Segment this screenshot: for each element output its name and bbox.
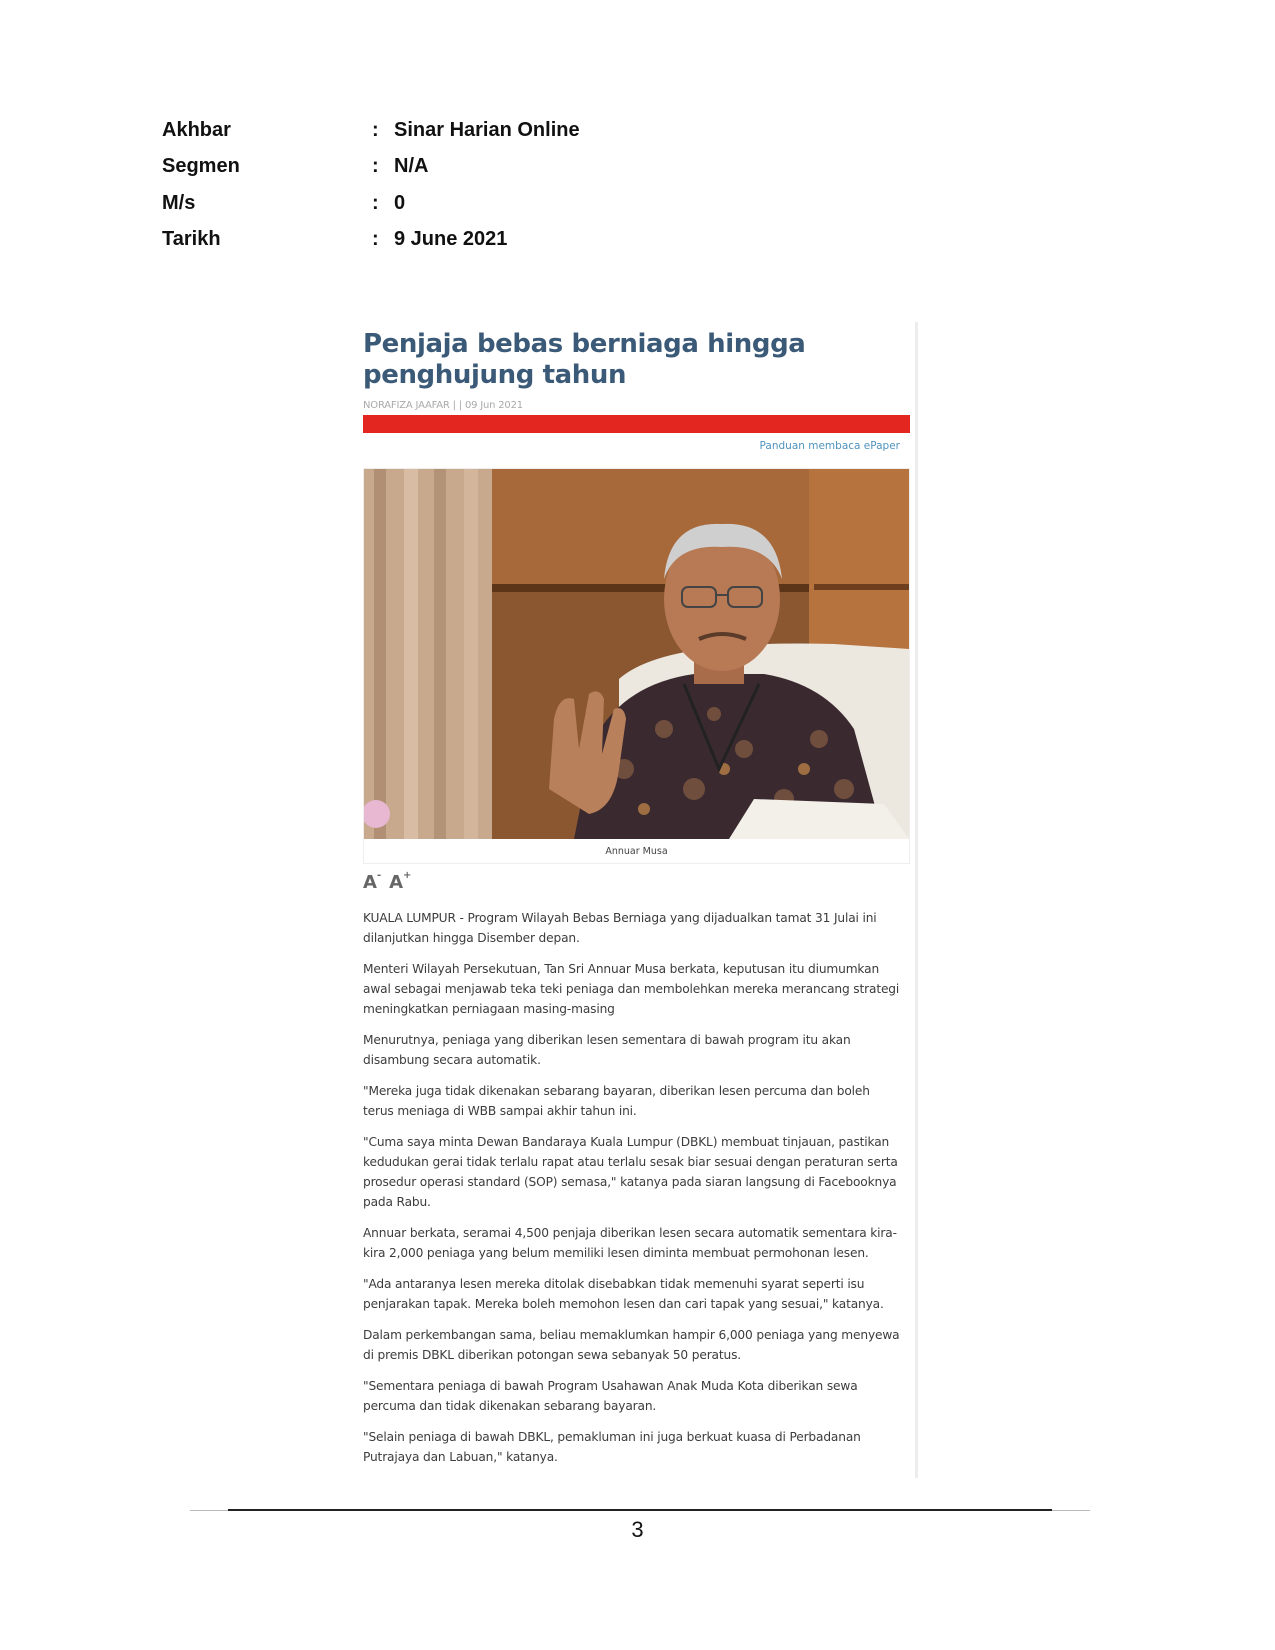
article-paragraph: "Mereka juga tidak dikenakan sebarang bayaran, diberikan lesen percuma dan boleh terus meniaga di WBB sampai akhir tahun ini. xyxy=(363,1084,870,1118)
clipping-metadata xyxy=(162,112,580,258)
article-byline: NORAFIZA JAAFAR | | 09 Jun 2021 xyxy=(363,400,523,411)
meta-row-segmen xyxy=(162,149,580,186)
font-decrease-label: A xyxy=(363,872,377,893)
meta-row-akhbar xyxy=(162,112,580,149)
article-paragraph: Menteri Wilayah Persekutuan, Tan Sri Annuar Musa berkata, keputusan itu diumumkan awal sebagai menjawab teka teki peniaga dan membolehkan mereka merancang strategi meningkatkan perniagaan masing-masing xyxy=(363,962,900,1016)
font-increase-sign: + xyxy=(403,870,412,881)
epaper-guide-link[interactable]: Panduan membaca ePaper xyxy=(759,440,900,452)
font-decrease-sign: - xyxy=(376,870,382,881)
article-photo-frame xyxy=(363,468,910,864)
meta-value: 9 June 2021 xyxy=(394,228,508,251)
article-paragraph: "Ada antaranya lesen mereka ditolak disebabkan tidak memenuhi syarat seperti isu penjarakan tapak. Mereka boleh memohon lesen dan cari tapak yang sesuai," katanya. xyxy=(363,1277,884,1311)
meta-row-ms xyxy=(162,185,580,222)
meta-row-tarikh xyxy=(162,222,580,259)
article-paragraph: "Sementara peniaga di bawah Program Usahawan Anak Muda Kota diberikan sewa percuma dan tidak dikenakan sebarang bayaran. xyxy=(363,1379,858,1413)
font-increase-button[interactable] xyxy=(389,872,411,893)
article-clipping xyxy=(352,322,918,1478)
article-paragraph: "Cuma saya minta Dewan Bandaraya Kuala Lumpur (DBKL) membuat tinjauan, pastikan kedudukan gerai tidak terlalu rapat atau terlalu sesak biar sesuai dengan peraturan serta prosedur operasi standard (SOP) semasa," katanya pada siaran langsung di Facebooknya pada Rabu. xyxy=(363,1135,898,1209)
meta-colon: : xyxy=(372,118,379,141)
meta-colon: : xyxy=(372,191,379,214)
article-paragraph: Menurutnya, peniaga yang diberikan lesen sementara di bawah program itu akan disambung secara automatik. xyxy=(363,1033,851,1067)
article-paragraph: Dalam perkembangan sama, beliau memaklumkan hampir 6,000 peniaga yang menyewa di premis DBKL diberikan potongan sewa sebanyak 50 peratus. xyxy=(363,1328,900,1362)
article-paragraph: "Selain peniaga di bawah DBKL, pemakluman ini juga berkuat kuasa di Perbadanan Putrajaya dan Labuan," katanya. xyxy=(363,1430,861,1464)
meta-key: M/s xyxy=(162,191,196,214)
meta-value: 0 xyxy=(394,191,406,214)
meta-value: N/A xyxy=(394,155,429,178)
article-paragraph: KUALA LUMPUR - Program Wilayah Bebas Berniaga yang dijadualkan tamat 31 Julai ini dilanjutkan hingga Disember depan. xyxy=(363,911,877,945)
page-number: 3 xyxy=(631,1517,644,1542)
meta-key: Tarikh xyxy=(162,228,221,251)
photo-caption: Annuar Musa xyxy=(605,846,668,857)
meta-key: Akhbar xyxy=(162,118,231,141)
article-body xyxy=(363,908,903,1478)
meta-colon: : xyxy=(372,155,379,178)
article-photo xyxy=(364,469,909,839)
font-decrease-button[interactable] xyxy=(363,872,381,893)
red-banner-bar xyxy=(363,415,910,433)
footer-divider xyxy=(228,1509,1052,1511)
article-headline: Penjaja bebas berniaga hingga penghujung tahun xyxy=(363,329,806,390)
meta-value: Sinar Harian Online xyxy=(394,118,580,141)
font-increase-label: A xyxy=(389,872,404,893)
meta-key: Segmen xyxy=(162,155,240,178)
font-size-controls xyxy=(363,872,411,893)
article-paragraph: Annuar berkata, seramai 4,500 penjaja diberikan lesen secara automatik sementara kira-kira 2,000 peniaga yang belum memiliki lesen diminta membuat permohonan lesen. xyxy=(363,1226,897,1260)
meta-colon: : xyxy=(372,228,379,251)
